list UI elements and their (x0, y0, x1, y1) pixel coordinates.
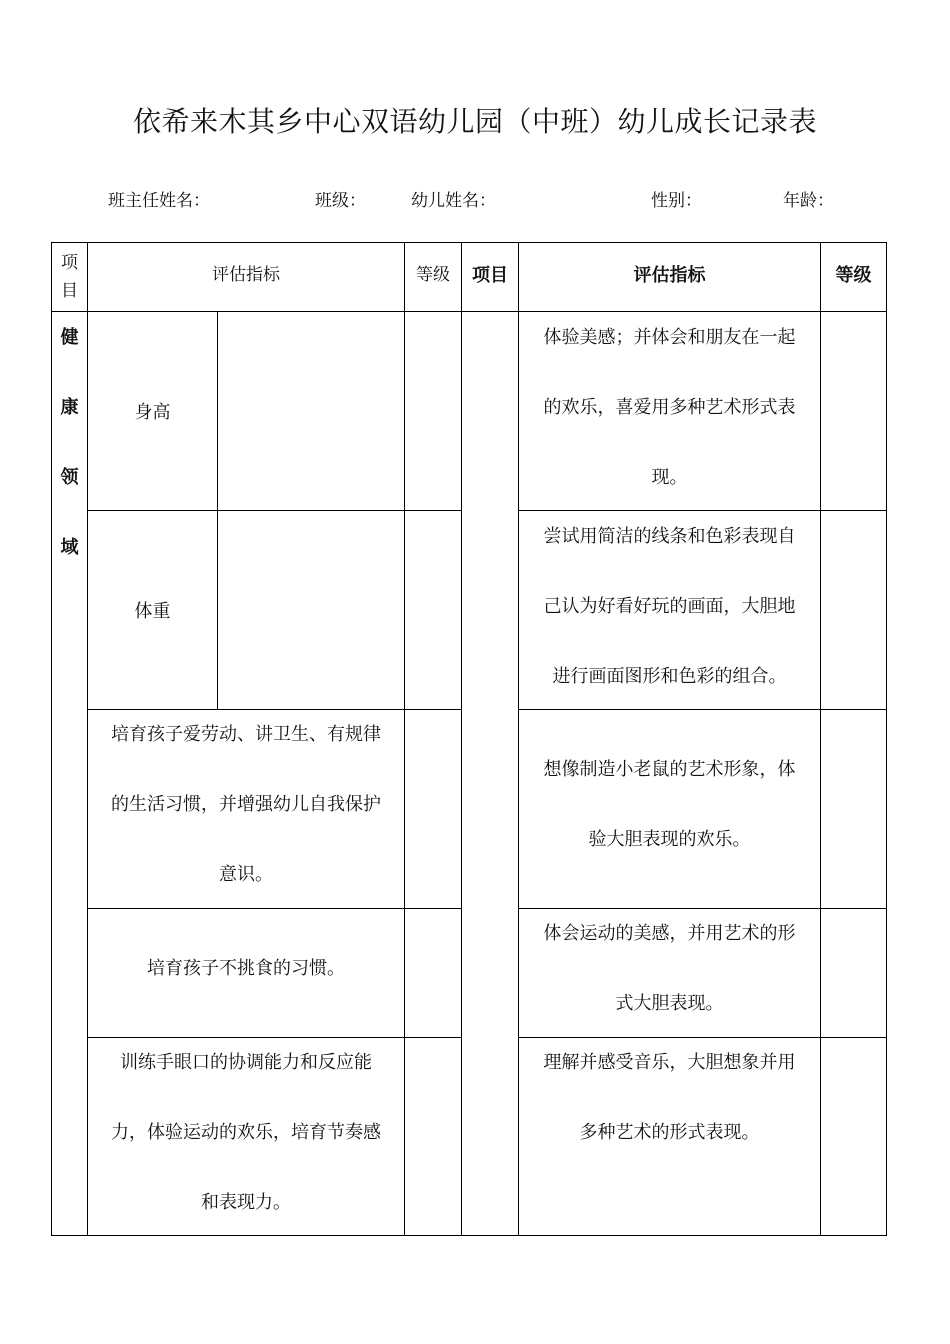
indicator-line: 己认为好看好玩的画面，大胆地 (543, 596, 796, 617)
domain-char: 健 (60, 327, 79, 348)
domain-char: 领 (60, 467, 79, 488)
indicator-line: 的欢乐，喜爱用多种艺术形式表 (543, 397, 796, 418)
indicator-cell (519, 735, 820, 905)
indicator-line: 的生活习惯，并增强幼儿自我保护 (111, 794, 381, 815)
indicator-line: 进行画面图形和色彩的组合。 (552, 666, 787, 687)
table-border-right (886, 242, 887, 1236)
indicator-line: 想像制造小老鼠的艺术形象，体 (543, 759, 796, 780)
document-title: 依希来木其乡中心双语幼儿园（中班）幼儿成长记录表 (132, 105, 817, 138)
age-label: 年龄： (783, 191, 834, 211)
height-label: 身高 (134, 402, 171, 423)
teacher-name-label: 班主任姓名： (108, 191, 210, 211)
domain-char: 康 (60, 397, 79, 418)
indicator-cell (88, 1028, 404, 1235)
indicator-line: 和表现力。 (201, 1192, 291, 1213)
column-divider (217, 311, 218, 709)
indicator-line: 多种艺术的形式表现。 (579, 1122, 760, 1143)
indicator-line: 式大胆表现。 (615, 993, 724, 1014)
indicator-cell (519, 303, 820, 510)
gender-label: 性别： (651, 191, 702, 211)
header-item-char: 目 (61, 281, 78, 301)
indicator-line: 训练手眼口的协调能力和反应能 (120, 1052, 372, 1073)
indicator-line: 现。 (651, 467, 688, 488)
weight-label: 体重 (134, 601, 171, 622)
indicator-line: 理解并感受音乐，大胆想象并用 (543, 1052, 796, 1073)
indicator-line: 意识。 (219, 864, 273, 885)
header-indicator-right: 评估指标 (633, 265, 706, 286)
column-divider (820, 242, 821, 1236)
header-grade-right: 等级 (835, 265, 872, 286)
header-grade-left: 等级 (416, 264, 450, 285)
child-name-label: 幼儿姓名： (411, 191, 496, 211)
indicator-line: 培育孩子爱劳动、讲卫生、有规律 (111, 724, 381, 745)
indicator-cell (519, 899, 820, 1037)
indicator-line: 培育孩子不挑食的习惯。 (147, 958, 345, 979)
indicator-cell (88, 700, 404, 908)
indicator-line: 尝试用简洁的线条和色彩表现自 (543, 526, 796, 547)
table-border-bottom (51, 1235, 887, 1236)
indicator-line: 验大胆表现的欢乐。 (588, 829, 751, 850)
health-domain-label (52, 312, 87, 612)
indicator-line: 体验美感；并体会和朋友在一起 (543, 327, 796, 348)
growth-record-table (51, 242, 887, 1236)
indicator-cell (519, 502, 820, 709)
column-divider (461, 242, 462, 1236)
column-divider (404, 242, 405, 1236)
indicator-cell (88, 934, 404, 1034)
header-item-left (52, 243, 87, 311)
indicator-cell (519, 1028, 820, 1228)
indicator-line: 体会运动的美感，并用艺术的形 (543, 923, 796, 944)
header-indicator-left: 评估指标 (212, 264, 280, 285)
domain-char: 域 (60, 537, 79, 558)
header-item-char: 项 (61, 253, 78, 273)
header-item-right: 项目 (472, 265, 508, 286)
indicator-line: 力，体验运动的欢乐，培育节奏感 (111, 1122, 381, 1143)
class-label: 班级： (315, 191, 366, 211)
